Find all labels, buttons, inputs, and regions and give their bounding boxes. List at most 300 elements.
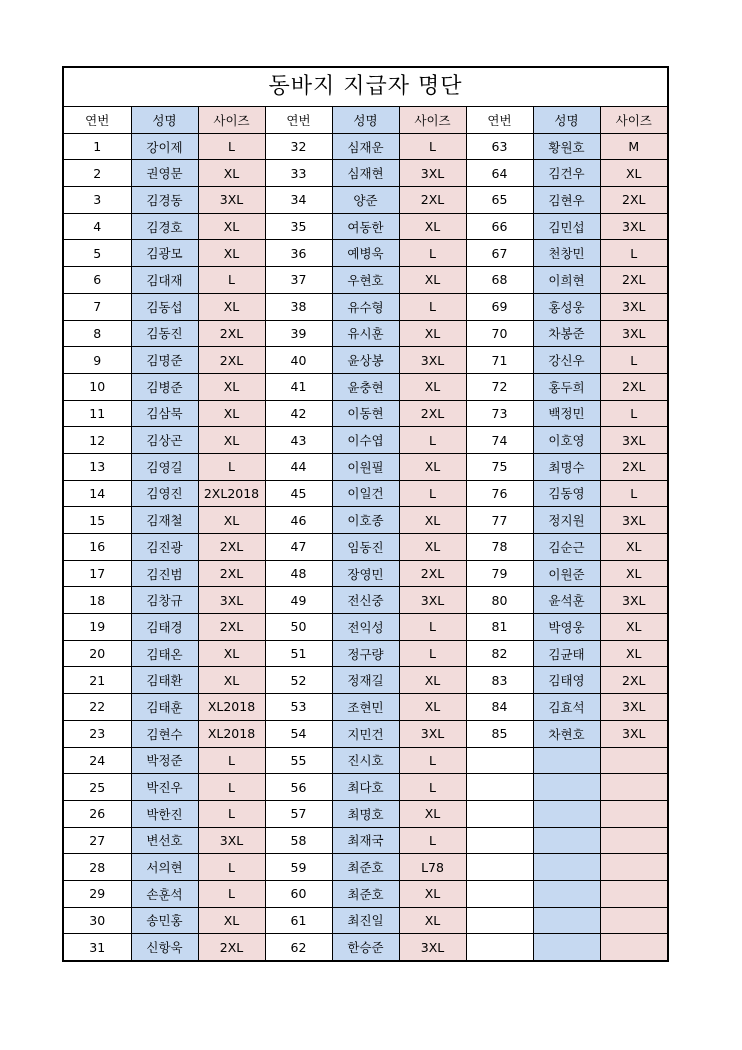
cell-num: 66 [466,213,533,240]
cell-size: 2XL [198,347,265,374]
cell-size: XL [399,373,466,400]
table-row [64,934,667,960]
cell-size: L [399,774,466,801]
cell-num: 45 [265,480,332,507]
cell-size [600,774,667,801]
cell-size: L [198,800,265,827]
cell-size: XL2018 [198,720,265,747]
cell-size: XL [600,640,667,667]
cell-size: L [600,480,667,507]
cell-num: 76 [466,480,533,507]
cell-name: 윤석훈 [533,587,600,614]
cell-num: 15 [64,507,131,534]
cell-num: 22 [64,694,131,721]
cell-name: 정재길 [332,667,399,694]
cell-size: L [198,880,265,907]
cell-name: 박한진 [131,800,198,827]
cell-name: 강이제 [131,133,198,160]
cell-num: 33 [265,160,332,187]
cell-name: 박영웅 [533,614,600,641]
cell-name: 김명준 [131,347,198,374]
cell-name: 진시호 [332,747,399,774]
cell-size: L [399,827,466,854]
cell-num: 50 [265,614,332,641]
cell-name: 조현민 [332,694,399,721]
cell-num: 75 [466,453,533,480]
cell-name: 최진일 [332,907,399,934]
cell-num: 13 [64,453,131,480]
cell-size: L [198,133,265,160]
cell-name: 백정민 [533,400,600,427]
cell-name: 이원준 [533,560,600,587]
table-row [64,694,667,721]
cell-size: 3XL [399,347,466,374]
cell-num: 67 [466,240,533,267]
cell-num: 21 [64,667,131,694]
cell-size: 2XL [600,373,667,400]
roster-body [64,133,667,960]
cell-size: 3XL [399,160,466,187]
cell-name: 김효석 [533,694,600,721]
cell-size: XL [198,400,265,427]
cell-name: 김삼묵 [131,400,198,427]
cell-name: 김태환 [131,667,198,694]
cell-num: 63 [466,133,533,160]
cell-size: L [399,747,466,774]
table-row [64,507,667,534]
cell-num: 84 [466,694,533,721]
cell-size: 2XL [600,187,667,214]
cell-num: 41 [265,373,332,400]
cell-size: 2XL2018 [198,480,265,507]
cell-name: 김경호 [131,213,198,240]
cell-name: 이희현 [533,267,600,294]
cell-size: L [399,614,466,641]
cell-num: 46 [265,507,332,534]
cell-name: 김진광 [131,534,198,561]
cell-name: 우현호 [332,267,399,294]
cell-name: 김영진 [131,480,198,507]
cell-size: XL [399,507,466,534]
table-row [64,720,667,747]
header-row [64,107,667,133]
cell-size: XL [399,320,466,347]
cell-name: 박진우 [131,774,198,801]
table-row [64,587,667,614]
cell-num: 58 [265,827,332,854]
header-name: 성명 [332,107,399,133]
cell-size: L [399,133,466,160]
cell-num: 68 [466,267,533,294]
table-row [64,133,667,160]
cell-name: 김진범 [131,560,198,587]
cell-name: 지민건 [332,720,399,747]
header-num: 연번 [265,107,332,133]
cell-name: 윤충현 [332,373,399,400]
cell-size: L [198,453,265,480]
cell-size: L [399,293,466,320]
cell-size [600,907,667,934]
cell-name: 양준 [332,187,399,214]
cell-name: 장영민 [332,560,399,587]
cell-name [533,907,600,934]
cell-num: 42 [265,400,332,427]
cell-size [600,854,667,881]
cell-num: 18 [64,587,131,614]
cell-size: 3XL [600,587,667,614]
cell-name: 김대재 [131,267,198,294]
cell-num: 25 [64,774,131,801]
cell-num: 26 [64,800,131,827]
cell-num: 71 [466,347,533,374]
cell-num: 79 [466,560,533,587]
cell-size: 3XL [399,720,466,747]
table-row [64,800,667,827]
cell-num: 78 [466,534,533,561]
cell-name: 이일건 [332,480,399,507]
cell-num [466,907,533,934]
cell-size: XL [198,640,265,667]
cell-name: 변선호 [131,827,198,854]
cell-num: 43 [265,427,332,454]
cell-size: 2XL [198,560,265,587]
cell-size: XL [399,267,466,294]
cell-size: 2XL [600,267,667,294]
cell-num: 24 [64,747,131,774]
header-size: 사이즈 [198,107,265,133]
cell-size: XL [198,507,265,534]
header-size: 사이즈 [399,107,466,133]
cell-num: 69 [466,293,533,320]
cell-size: L [399,240,466,267]
cell-size: 3XL [600,694,667,721]
cell-name [533,747,600,774]
cell-num: 51 [265,640,332,667]
cell-num [466,854,533,881]
cell-num: 83 [466,667,533,694]
cell-name: 신항욱 [131,934,198,960]
cell-size: XL [399,800,466,827]
cell-name: 정지원 [533,507,600,534]
cell-name: 김순근 [533,534,600,561]
cell-name: 차봉준 [533,320,600,347]
cell-name: 최준호 [332,880,399,907]
cell-num: 70 [466,320,533,347]
cell-num: 64 [466,160,533,187]
cell-name: 김동영 [533,480,600,507]
cell-name: 송민홍 [131,907,198,934]
cell-name: 김태영 [533,667,600,694]
cell-name: 여동한 [332,213,399,240]
table-row [64,427,667,454]
cell-num: 73 [466,400,533,427]
cell-size: 2XL [198,614,265,641]
header-name: 성명 [131,107,198,133]
cell-name: 전신중 [332,587,399,614]
cell-name: 김현수 [131,720,198,747]
cell-num: 54 [265,720,332,747]
table-row [64,347,667,374]
cell-num: 39 [265,320,332,347]
cell-num: 36 [265,240,332,267]
cell-name [533,827,600,854]
cell-size: XL [600,560,667,587]
cell-name: 한승준 [332,934,399,960]
cell-num: 82 [466,640,533,667]
cell-num: 17 [64,560,131,587]
cell-size: 2XL [198,320,265,347]
cell-num: 48 [265,560,332,587]
cell-size: XL [399,667,466,694]
cell-name: 김태훈 [131,694,198,721]
cell-size: 3XL [198,827,265,854]
cell-num: 32 [265,133,332,160]
cell-size [600,880,667,907]
cell-num: 12 [64,427,131,454]
cell-num: 62 [265,934,332,960]
cell-num: 61 [265,907,332,934]
cell-name: 이수엽 [332,427,399,454]
cell-num: 38 [265,293,332,320]
cell-num: 7 [64,293,131,320]
cell-name [533,880,600,907]
cell-size: 3XL [198,187,265,214]
cell-size: 2XL [600,667,667,694]
cell-name: 김창규 [131,587,198,614]
cell-size: XL2018 [198,694,265,721]
table-row [64,854,667,881]
roster-sheet [62,66,669,962]
cell-size: L [198,747,265,774]
cell-num: 20 [64,640,131,667]
cell-size: L [600,240,667,267]
table-row [64,293,667,320]
cell-num: 34 [265,187,332,214]
cell-size: XL [198,240,265,267]
cell-size [600,800,667,827]
cell-size: XL [198,160,265,187]
cell-num: 59 [265,854,332,881]
cell-size [600,827,667,854]
cell-name: 최다호 [332,774,399,801]
cell-num: 47 [265,534,332,561]
table-row [64,400,667,427]
header-name: 성명 [533,107,600,133]
cell-size: 2XL [198,934,265,960]
cell-size: L78 [399,854,466,881]
cell-size: 3XL [600,213,667,240]
cell-size: 2XL [198,534,265,561]
cell-name: 이원필 [332,453,399,480]
cell-size: 3XL [600,293,667,320]
cell-name: 최재국 [332,827,399,854]
cell-size [600,747,667,774]
header-num: 연번 [466,107,533,133]
table-row [64,640,667,667]
cell-name: 유시훈 [332,320,399,347]
cell-num: 27 [64,827,131,854]
cell-size: L [600,347,667,374]
cell-size: XL [600,614,667,641]
table-row [64,267,667,294]
cell-size: L [600,400,667,427]
cell-num: 52 [265,667,332,694]
cell-size: XL [198,373,265,400]
cell-num: 19 [64,614,131,641]
cell-name: 김동섭 [131,293,198,320]
cell-name: 김광모 [131,240,198,267]
table-row [64,907,667,934]
cell-size: XL [198,427,265,454]
cell-name: 최명수 [533,453,600,480]
cell-name: 홍성웅 [533,293,600,320]
cell-size: 3XL [600,427,667,454]
table-row [64,880,667,907]
cell-size: XL [198,907,265,934]
cell-name: 최명호 [332,800,399,827]
cell-num: 14 [64,480,131,507]
cell-name: 임동진 [332,534,399,561]
cell-name: 서의현 [131,854,198,881]
cell-num [466,800,533,827]
cell-name: 유수형 [332,293,399,320]
table-row [64,560,667,587]
cell-num: 40 [265,347,332,374]
cell-num: 44 [265,453,332,480]
cell-num: 11 [64,400,131,427]
table-row [64,667,667,694]
cell-size: 3XL [399,934,466,960]
cell-num: 57 [265,800,332,827]
cell-num: 65 [466,187,533,214]
cell-name: 김경동 [131,187,198,214]
cell-num: 8 [64,320,131,347]
cell-size: XL [399,907,466,934]
table-row [64,614,667,641]
cell-name: 이호영 [533,427,600,454]
cell-num: 55 [265,747,332,774]
cell-num: 10 [64,373,131,400]
table-row [64,320,667,347]
table-row [64,213,667,240]
table-row [64,827,667,854]
cell-num: 6 [64,267,131,294]
cell-size: 3XL [399,587,466,614]
cell-size: XL [399,453,466,480]
cell-name: 심재운 [332,133,399,160]
table-row [64,187,667,214]
cell-name: 정구량 [332,640,399,667]
cell-size: 2XL [399,187,466,214]
cell-size: L [399,427,466,454]
cell-size: L [198,854,265,881]
table-row [64,373,667,400]
cell-num: 53 [265,694,332,721]
header-num: 연번 [64,107,131,133]
cell-size: XL [399,694,466,721]
cell-name: 권영문 [131,160,198,187]
cell-num: 30 [64,907,131,934]
cell-num: 35 [265,213,332,240]
cell-num: 9 [64,347,131,374]
cell-num: 1 [64,133,131,160]
cell-num: 77 [466,507,533,534]
cell-size: XL [399,880,466,907]
cell-name: 이동현 [332,400,399,427]
cell-size: XL [600,534,667,561]
cell-size: 3XL [600,507,667,534]
cell-name: 윤상봉 [332,347,399,374]
cell-name: 김태온 [131,640,198,667]
table-row [64,747,667,774]
table-row [64,534,667,561]
cell-name: 김민섭 [533,213,600,240]
cell-num: 31 [64,934,131,960]
cell-num [466,934,533,960]
cell-num: 4 [64,213,131,240]
cell-name: 김현우 [533,187,600,214]
cell-name: 김태경 [131,614,198,641]
cell-size: XL [198,293,265,320]
page-title: 동바지 지급자 명단 [64,68,667,107]
cell-size: L [399,480,466,507]
cell-name [533,934,600,960]
cell-name: 김건우 [533,160,600,187]
cell-num: 5 [64,240,131,267]
cell-name: 손훈석 [131,880,198,907]
cell-size: XL [600,160,667,187]
table-row [64,160,667,187]
cell-name: 천창민 [533,240,600,267]
cell-num: 49 [265,587,332,614]
cell-size: 3XL [198,587,265,614]
table-row [64,774,667,801]
cell-size: M [600,133,667,160]
cell-size: L [198,774,265,801]
cell-size: 3XL [600,320,667,347]
cell-num [466,747,533,774]
table-row [64,480,667,507]
cell-num [466,774,533,801]
cell-num: 60 [265,880,332,907]
cell-name: 김동진 [131,320,198,347]
cell-name: 김균태 [533,640,600,667]
cell-num: 81 [466,614,533,641]
cell-size: 2XL [399,560,466,587]
cell-num: 16 [64,534,131,561]
cell-num: 74 [466,427,533,454]
cell-num: 28 [64,854,131,881]
cell-size: 2XL [600,453,667,480]
cell-name: 전익성 [332,614,399,641]
table-row [64,453,667,480]
cell-name: 예병욱 [332,240,399,267]
cell-size: XL [399,213,466,240]
cell-name: 김재철 [131,507,198,534]
cell-num: 37 [265,267,332,294]
cell-name: 김영길 [131,453,198,480]
cell-name: 김상곤 [131,427,198,454]
cell-name: 김병준 [131,373,198,400]
cell-num: 85 [466,720,533,747]
cell-size: L [399,640,466,667]
cell-name: 심재현 [332,160,399,187]
cell-num: 72 [466,373,533,400]
cell-name: 차현호 [533,720,600,747]
cell-size: XL [198,213,265,240]
cell-size: XL [399,534,466,561]
cell-num: 2 [64,160,131,187]
